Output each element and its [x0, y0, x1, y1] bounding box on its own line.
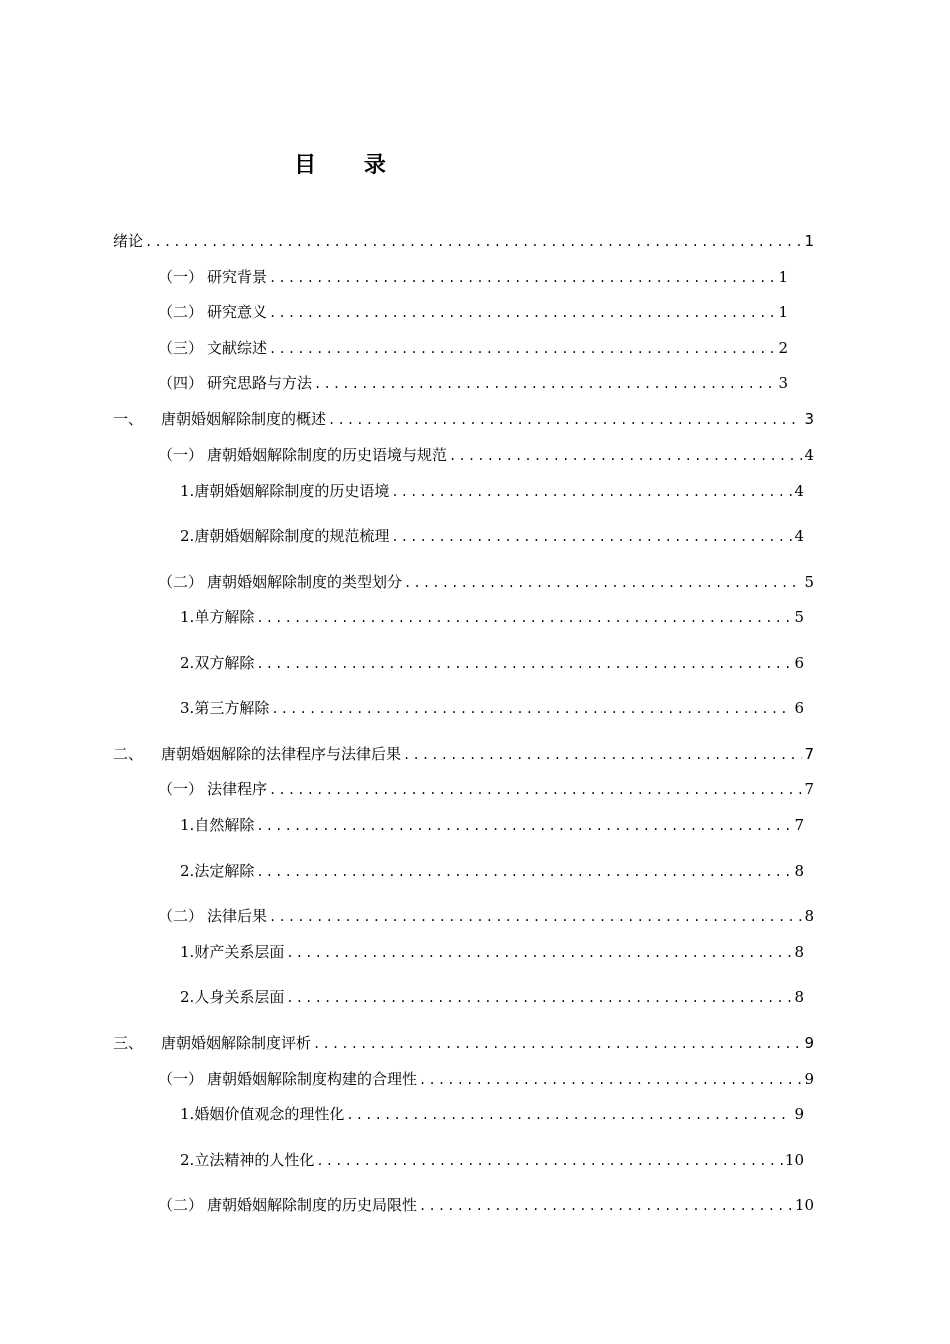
toc-entry[interactable]	[113, 743, 814, 765]
toc-entry-page: 8	[794, 988, 804, 1006]
toc-entry-label	[158, 1068, 417, 1090]
toc-entry-page: 1	[778, 268, 788, 286]
toc-entry[interactable]	[158, 571, 814, 593]
toc-entry[interactable]	[158, 301, 788, 323]
toc-leader-dots	[256, 861, 792, 883]
toc-entry-number: 1.	[180, 1105, 195, 1123]
toc-entry[interactable]	[158, 1194, 814, 1216]
toc-entry[interactable]	[180, 814, 804, 836]
toc-entry[interactable]	[180, 606, 804, 628]
toc-entry-number: （三）	[158, 339, 204, 357]
toc-entry-number: 2.	[180, 988, 195, 1006]
toc-leader-dots	[346, 1104, 792, 1126]
toc-entry[interactable]	[158, 905, 814, 927]
toc-leader-dots	[256, 815, 792, 837]
toc-entry-label	[180, 814, 254, 836]
toc-entry-text: 唐朝婚姻解除的法律程序与法律后果	[161, 745, 402, 763]
toc-entry-text: 唐朝婚姻解除制度的历史语境与规范	[207, 446, 448, 464]
toc-entry-text: 唐朝婚姻解除制度的概述	[161, 410, 327, 428]
toc-leader-dots	[286, 942, 792, 964]
toc-entry-label	[180, 1149, 314, 1171]
toc-entry-text: 研究意义	[207, 303, 268, 321]
toc-entry-number: 3.	[180, 699, 195, 717]
toc-entry-page: 7	[804, 745, 814, 763]
toc-entry-page: 9	[804, 1034, 814, 1052]
toc-entry-page: 2	[778, 339, 788, 357]
toc-entry-number: 1.	[180, 816, 195, 834]
toc-leader-dots	[269, 779, 802, 801]
toc-entry-label	[158, 778, 267, 800]
toc-entry-label	[113, 230, 143, 252]
toc-entry[interactable]	[158, 1068, 814, 1090]
toc-entry[interactable]	[113, 230, 814, 252]
toc-entry-label	[158, 905, 267, 927]
toc-entry[interactable]	[180, 525, 804, 547]
toc-entry-label	[158, 571, 402, 593]
toc-entry-text: 研究背景	[207, 268, 268, 286]
toc-entry-text: 双方解除	[194, 654, 255, 672]
toc-entry-page: 3	[778, 374, 788, 392]
toc-leader-dots	[391, 526, 792, 548]
toc-entry-page: 8	[804, 907, 814, 925]
toc-entry[interactable]	[113, 408, 814, 430]
toc-entry-label	[158, 372, 312, 394]
toc-title: 目 录	[294, 153, 406, 178]
toc-entry-text: 法定解除	[194, 862, 255, 880]
toc-entry-number: （二）	[158, 303, 204, 321]
toc-entry-label	[180, 652, 254, 674]
toc-entry-page: 3	[804, 410, 814, 428]
toc-leader-dots	[403, 744, 802, 766]
toc-entry[interactable]	[158, 444, 814, 466]
toc-entry-page: 4	[804, 446, 814, 464]
toc-leader-dots	[256, 607, 792, 629]
toc-leader-dots	[316, 1150, 783, 1172]
toc-entry-number: 二、	[113, 745, 144, 763]
toc-entry[interactable]	[158, 337, 788, 359]
toc-entry-page: 8	[794, 862, 804, 880]
toc-entry-number: （四）	[158, 374, 204, 392]
toc-entry-number: 1.	[180, 608, 195, 626]
toc-entry-number: 2.	[180, 862, 195, 880]
toc-entry-text: 人身关系层面	[194, 988, 285, 1006]
toc-entry[interactable]	[180, 986, 804, 1008]
toc-entry-page: 10	[784, 1151, 804, 1169]
toc-entry-text: 文献综述	[207, 339, 268, 357]
toc-entry-text: 立法精神的人性化	[194, 1151, 315, 1169]
toc-entry[interactable]	[180, 1103, 804, 1125]
toc-entry-text: 唐朝婚姻解除制度构建的合理性	[207, 1070, 418, 1088]
toc-leader-dots	[314, 373, 776, 395]
toc-entry-number: 2.	[180, 654, 195, 672]
toc-entry-number: 2.	[180, 1151, 195, 1169]
toc-leader-dots	[391, 481, 792, 503]
toc-entry[interactable]	[180, 860, 804, 882]
toc-leader-dots	[269, 906, 802, 928]
toc-entry-text: 第三方解除	[194, 699, 270, 717]
toc-entry-page: 8	[794, 943, 804, 961]
toc-entry-text: 唐朝婚姻解除制度的类型划分	[207, 573, 403, 591]
toc-entry-label	[113, 408, 326, 430]
toc-entry-number: （二）	[158, 1196, 204, 1214]
toc-entry[interactable]	[158, 372, 788, 394]
toc-entry-text: 唐朝婚姻解除制度的历史局限性	[207, 1196, 418, 1214]
toc-leader-dots	[269, 338, 776, 360]
toc-entry-number: （二）	[158, 907, 204, 925]
toc-entry-label	[180, 697, 269, 719]
toc-entry-number: 一、	[113, 410, 144, 428]
toc-leader-dots	[313, 1033, 802, 1055]
toc-entry-label	[180, 986, 284, 1008]
toc-entry-label	[158, 1194, 417, 1216]
toc-entry-text: 研究思路与方法	[207, 374, 313, 392]
toc-entry-number: （二）	[158, 573, 204, 591]
toc-entry-number: （一）	[158, 1070, 204, 1088]
toc-entry-text: 唐朝婚姻解除制度评析	[161, 1034, 312, 1052]
toc-entry-label	[180, 860, 254, 882]
toc-entry-number: 1.	[180, 482, 195, 500]
toc-entry[interactable]	[180, 480, 804, 502]
toc-entry-page: 6	[794, 654, 804, 672]
toc-entry-label	[180, 606, 254, 628]
toc-entry-number: 1.	[180, 943, 195, 961]
toc-entry-number: （一）	[158, 446, 204, 464]
toc-entry-page: 4	[794, 482, 804, 500]
toc-entry[interactable]	[180, 652, 804, 674]
toc-entry-label	[158, 337, 267, 359]
toc-entry-text: 法律程序	[207, 780, 268, 798]
toc-leader-dots	[404, 572, 802, 594]
toc-entry-label	[180, 1103, 344, 1125]
toc-entry[interactable]	[113, 1032, 814, 1054]
toc-entry-page: 5	[794, 608, 804, 626]
toc-entry-number: 三、	[113, 1034, 144, 1052]
toc-leader-dots	[271, 698, 792, 720]
toc-entry-page: 9	[794, 1105, 804, 1123]
toc-entry-text: 唐朝婚姻解除制度的规范梳理	[194, 527, 390, 545]
toc-entry-text: 自然解除	[194, 816, 255, 834]
toc-entry-text: 法律后果	[207, 907, 268, 925]
toc-entry-label	[180, 941, 284, 963]
toc-entry[interactable]	[180, 697, 804, 719]
toc-entry-label	[158, 444, 447, 466]
toc-entry-text: 财产关系层面	[194, 943, 285, 961]
toc-entry-text: 绪论	[113, 232, 144, 250]
toc-entry-text: 婚姻价值观念的理性化	[194, 1105, 345, 1123]
toc-leader-dots	[256, 653, 792, 675]
toc-leader-dots	[269, 302, 776, 324]
toc-entry-label	[180, 525, 389, 547]
toc-entry-label	[158, 266, 267, 288]
toc-entry[interactable]	[180, 941, 804, 963]
toc-entry-label	[158, 301, 267, 323]
toc-entry[interactable]	[180, 1149, 804, 1171]
toc-entry[interactable]	[158, 266, 788, 288]
toc-entry-page: 4	[794, 527, 804, 545]
toc-entry-label	[180, 480, 389, 502]
toc-entry-label	[113, 1032, 311, 1054]
toc-leader-dots	[419, 1069, 802, 1091]
toc-entry-page: 10	[794, 1196, 814, 1214]
toc-entry-number: 2.	[180, 527, 195, 545]
toc-entry-text: 单方解除	[194, 608, 255, 626]
toc-leader-dots	[286, 987, 792, 1009]
toc-entry[interactable]	[158, 778, 814, 800]
toc-leader-dots	[269, 267, 776, 289]
toc-entry-label	[113, 743, 401, 765]
toc-entry-text: 唐朝婚姻解除制度的历史语境	[194, 482, 390, 500]
toc-entry-page: 7	[804, 780, 814, 798]
toc-entry-number: （一）	[158, 268, 204, 286]
toc-entry-number: （一）	[158, 780, 204, 798]
toc-leader-dots	[145, 231, 802, 253]
toc-entry-page: 9	[804, 1070, 814, 1088]
toc-entry-page: 1	[804, 232, 814, 250]
toc-entry-page: 1	[778, 303, 788, 321]
toc-leader-dots	[419, 1195, 793, 1217]
toc-entry-page: 6	[794, 699, 804, 717]
toc-leader-dots	[449, 445, 802, 467]
toc-entry-page: 5	[804, 573, 814, 591]
toc-leader-dots	[328, 409, 802, 431]
toc-entry-page: 7	[794, 816, 804, 834]
